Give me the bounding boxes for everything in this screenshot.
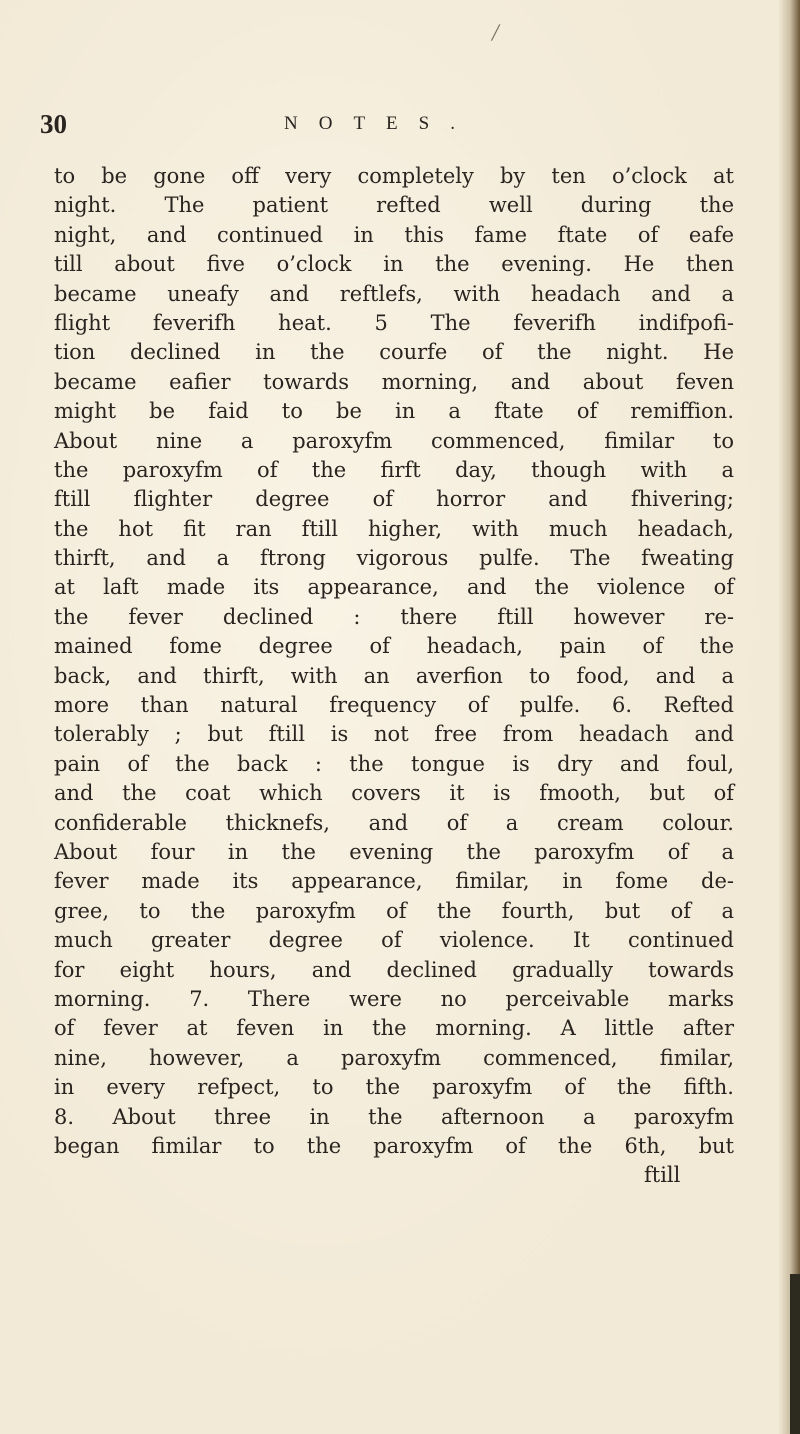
text-line: About four in the evening the paroxyfm of a	[54, 839, 734, 864]
text-line: for eight hours, and declined gradually towards	[54, 957, 734, 982]
text-line: tolerably ; but ftill is not free from headach and	[54, 722, 734, 747]
folio-mark: /	[490, 17, 502, 48]
text-line: to be gone off very completely by ten o’clock at	[54, 164, 734, 188]
page-edge-binding	[790, 1274, 800, 1434]
text-line: of fever at feven in the morning. A little after	[54, 1016, 734, 1041]
text-line: ftill flighter degree of horror and fhivering;	[54, 487, 734, 512]
text-line: confiderable thicknefs, and of a cream colour.	[54, 810, 734, 835]
page-header	[40, 104, 740, 144]
text-line: in every refpect, to the paroxyfm of the fifth.	[54, 1075, 734, 1100]
text-line: pain of the back : the tongue is dry and foul,	[54, 751, 734, 776]
text-line: and the coat which covers it is fmooth, but of	[54, 781, 734, 806]
text-line: flight feverifh heat. 5 The feverifh indifpofi-	[54, 310, 734, 335]
text-line: at laft made its appearance, and the violence of	[54, 575, 734, 600]
text-line: About nine a paroxyfm commenced, fimilar to	[54, 428, 734, 453]
text-line: nine, however, a paroxyfm commenced, fimilar,	[54, 1045, 734, 1070]
text-line: morning. 7. There were no perceivable marks	[54, 986, 734, 1011]
text-line: the fever declined : there ftill however re-	[54, 604, 734, 629]
text-line: began fimilar to the paroxyfm of the 6th, but	[54, 1133, 734, 1158]
body-text	[54, 162, 734, 1191]
text-line: more than natural frequency of pulfe. 6. Refted	[54, 693, 734, 718]
text-line: till about five o’clock in the evening. He then	[54, 252, 734, 277]
text-line: back, and thirft, with an averfion to food, and a	[54, 663, 734, 688]
text-line: thirft, and a ftrong vigorous pulfe. The fweating	[54, 546, 734, 571]
text-line: much greater degree of violence. It continued	[54, 928, 734, 953]
text-line: might be faid to be in a ftate of remiffion.	[54, 399, 734, 424]
page-number: 30	[40, 109, 67, 139]
text-line: 8. About three in the afternoon a paroxyfm	[54, 1104, 734, 1129]
running-head: NOTES.	[284, 113, 476, 134]
page-edge-shadow	[778, 0, 800, 1434]
catchword: ftill	[644, 1163, 681, 1188]
text-line: tion declined in the courfe of the night. He	[54, 340, 734, 365]
text-line: gree, to the paroxyfm of the fourth, but of a	[54, 898, 734, 923]
text-line: night, and continued in this fame ftate of eafe	[54, 222, 734, 247]
text-line: the hot fit ran ftill higher, with much headach,	[54, 516, 734, 541]
text-line: fever made its appearance, fimilar, in fome de-	[54, 869, 734, 894]
text-line: the paroxyfm of the firft day, though with a	[54, 457, 734, 482]
text-line: became eafier towards morning, and about feven	[54, 369, 734, 394]
text-line: night. The patient refted well during the	[54, 193, 734, 218]
text-line: became uneafy and reftlefs, with headach and a	[54, 281, 734, 306]
text-line: mained fome degree of headach, pain of the	[54, 634, 734, 659]
